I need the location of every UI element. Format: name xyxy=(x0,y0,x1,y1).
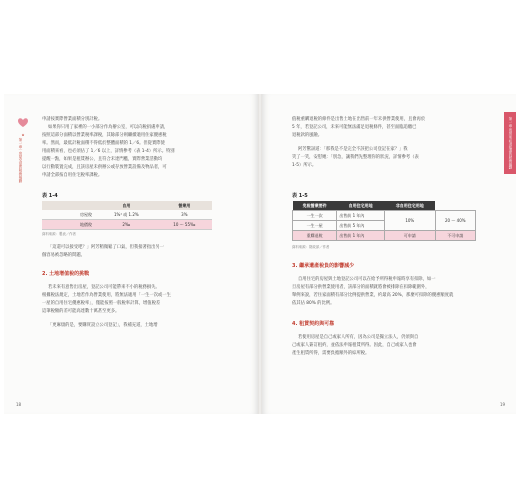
table-header-cell: 非自用住宅用地 xyxy=(384,201,435,211)
page-number: 19 xyxy=(500,402,506,407)
paragraph-line: 率。然而，最低計稅面積不得低於整體面積的 1／6。但從實際使 xyxy=(42,141,165,146)
paragraph-line: 退稅款的風險。 xyxy=(292,133,323,138)
land-tax-table xyxy=(292,201,476,241)
paragraph-line: 舉例來說，若住家面積有部分比例提供營業，約最高 20%，那麼可扣除的優惠額度就 xyxy=(292,293,454,298)
table-cell: 20 ～ 40% xyxy=(435,211,475,231)
paragraph-line: 申請按實際營業面積分別計稅。 xyxy=(42,117,103,122)
paragraph-line: 提醒一點，如果是租賃辦公，且符合未達門檻，實際營業活動均 xyxy=(42,157,163,162)
paragraph-line: 依其佔 80% 的比例。 xyxy=(292,301,335,306)
chapter-side-tab: 第一章 買房前必須知道的財務規劃 xyxy=(504,112,516,174)
chapter-side-label: 第一章｜房屋交易的稅務規劃 xyxy=(18,138,22,183)
paragraph-line: 以行動裝置完成，且該房屋未供辦公或存放營業設備及物品者，可 xyxy=(42,165,167,170)
table-cell: 2‰ xyxy=(96,220,157,230)
svg-text:❀: ❀ xyxy=(21,133,25,137)
table-caption: 資料來源：財政部／作者 xyxy=(292,245,330,249)
table-cell: 房屋稅 xyxy=(42,210,96,220)
paragraph-line: 「更麻煩的是，要購買設立公司登記」，我補充道，土地增 xyxy=(48,323,158,328)
table-cell: 出售前 1 年內 xyxy=(337,211,385,221)
paragraph-line: 己或家人簽訂租約，並依法申報租賃所得。因此，自己或家人也會 xyxy=(292,343,417,348)
section-heading: 4. 租賃契約與可靠 xyxy=(292,321,335,327)
paragraph-line: 若未來有意售出房屋，登記公司可能帶來不小的稅務損失。 xyxy=(48,285,160,290)
paragraph-line: 產生租賃所得，需要負擔額外的綜所稅。 xyxy=(292,351,370,356)
paragraph-line: 笑了一笑，安慰她：「別急，讓我們先整理你的狀況，詳情參考（表 xyxy=(292,155,419,160)
table-cell: 可申請 xyxy=(384,231,435,241)
paragraph-line: 阿芳驚訝道：「那我是不是完全不該把公司登記在家？」我 xyxy=(298,147,408,152)
paragraph-line: 「這還可以接受吧？」阿芳稍微鬆了口氣，但我接著指出另一 xyxy=(48,245,165,250)
table-cell: 一生一次 xyxy=(293,211,337,221)
right-page xyxy=(262,94,516,414)
table-cell: 一生一屋 xyxy=(293,221,337,231)
paragraph-line: 若使用房屋是自己或家人所有，因為公司是獨立法人，仍須與自 xyxy=(298,335,419,340)
paragraph-line: 用面積來看，也必須佔了 1／6 以上，詳情參考（表 1-4）所示。特別 xyxy=(42,149,175,154)
table-cell: 出售前 1 年內 xyxy=(337,231,385,241)
table-cell: 地價稅 xyxy=(42,220,96,230)
table-row xyxy=(42,220,212,230)
table-header-cell: 自用住宅用地 xyxy=(337,201,385,211)
table-cell: 10% xyxy=(384,211,435,231)
paragraph-line: 1-5）所示。 xyxy=(292,163,317,168)
table-cell: 出售前 5 年內 xyxy=(337,221,385,231)
table-row xyxy=(293,231,476,241)
table-cell: 3% xyxy=(157,210,212,220)
paragraph-line: 如果你只用了家裡的一小部分作為辦公室，可以向稅捐處申請， xyxy=(48,125,169,130)
table-caption: 資料來源：製表／作者 xyxy=(42,232,76,236)
paragraph-line: 按照這部分面積以營業稅率課稅，其餘部分則繼續適用住家優惠稅 xyxy=(42,133,167,138)
table-title: 表 1-4 xyxy=(42,193,58,199)
section-heading: 3. 繼承遺產稅負的影響減少 xyxy=(292,263,355,269)
table-cell: 重購退稅 xyxy=(293,231,337,241)
tax-rate-table xyxy=(42,201,212,230)
table-row xyxy=(293,211,476,221)
table-title: 表 1-5 xyxy=(292,193,308,199)
table-header-cell: 營業用 xyxy=(157,201,212,210)
paragraph-line: 值稅重購退稅的條件是出售土地在出售前一年未供營業使用，且會再於 xyxy=(292,117,426,122)
table-cell: 1%¹ 或 1.2% xyxy=(96,210,157,220)
table-header-cell: 自用 xyxy=(96,201,157,210)
paragraph-line: 個容易被忽略的問題。 xyxy=(42,253,85,258)
paragraph-line: 這筆稅額的差可能高達數十萬甚至更多。 xyxy=(42,309,120,314)
page-number: 18 xyxy=(16,402,22,407)
table-cell: 10 ～ 55‰ xyxy=(157,220,212,230)
paragraph-line: 5 年，若登記公司，未來可能無法滿足退稅條件，甚至面臨追繳已 xyxy=(292,125,417,130)
book-spread xyxy=(4,94,516,414)
paragraph-line: 申請全部按自用住宅稅率課稅。 xyxy=(42,173,103,178)
left-page xyxy=(4,94,258,414)
table-row xyxy=(42,210,212,220)
paragraph-line: 自用住宅的房屋與土地登記公司可以在給予所得稅申報時享有扣除，如一 xyxy=(298,277,436,282)
paragraph-line: 旦房屋有部分供營業使用者，該部分的面積就將會被排除在扣除範圍外， xyxy=(292,285,430,290)
table-header-cell: 免稅營業要件 xyxy=(293,201,337,211)
paragraph-line: 一屋的自用住宅優惠稅率」，僅能按照一般稅率計算，增值稅差 xyxy=(42,301,161,306)
table-header-cell xyxy=(42,201,96,210)
section-heading: 2. 土地增值稅的挑戰 xyxy=(42,271,90,277)
paragraph-line: 根據稅法規定，土地若作為營業使用，將無法適用「一生一次或一生 xyxy=(42,293,171,298)
table-cell: 不可申請 xyxy=(435,231,475,241)
